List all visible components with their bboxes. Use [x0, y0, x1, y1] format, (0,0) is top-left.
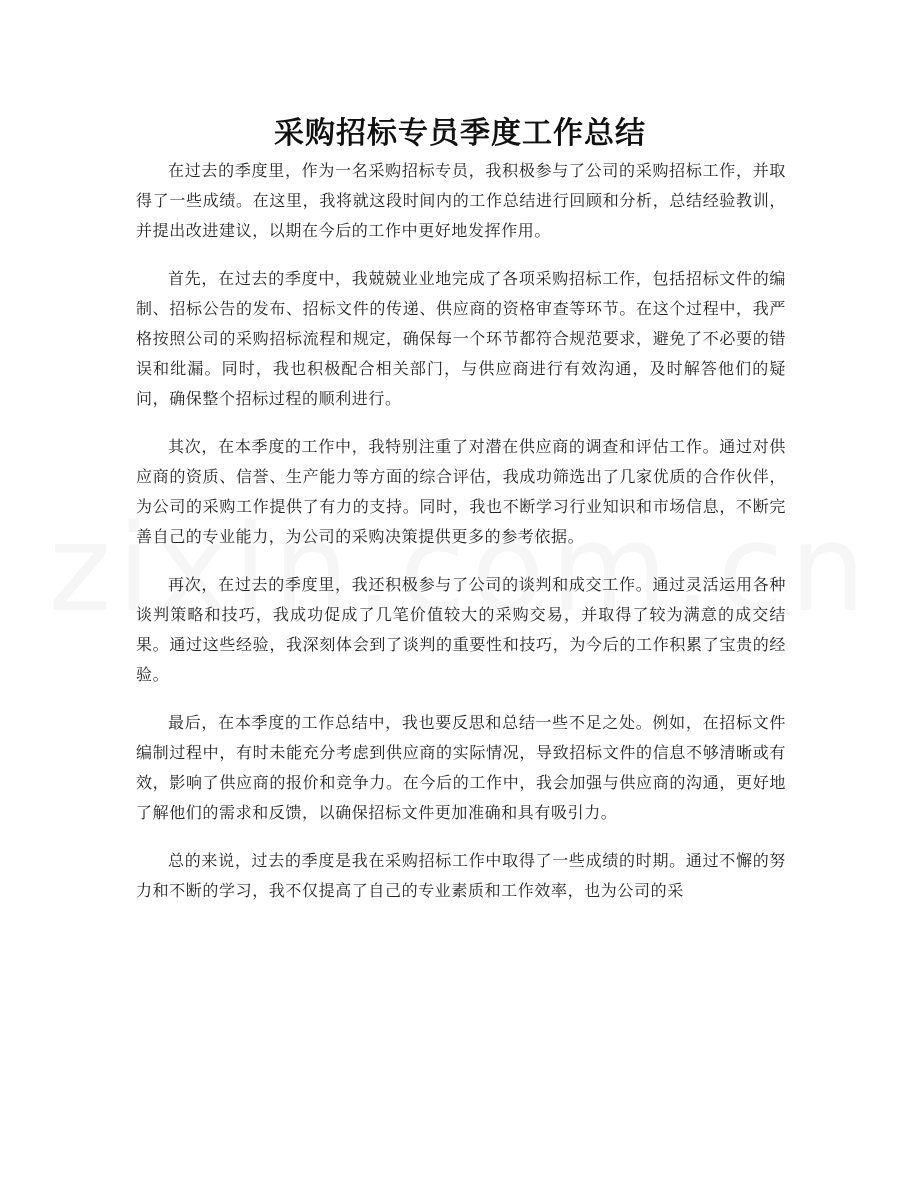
paragraph-third: 再次，在过去的季度里，我还积极参与了公司的谈判和成交工作。通过灵活运用各种谈判策略和技巧，我成功促成了几笔价值较大的采购交易，并取得了较为满意的成交结果。通过这些经验，我深刻体会到了谈判的重要性和技巧，为今后的工作积累了宝贵的经验。 [136, 575, 786, 684]
document-body [136, 156, 786, 924]
paragraph-intro: 在过去的季度里，作为一名采购招标专员，我积极参与了公司的采购招标工作，并取得了一些成绩。在这里，我将就这段时间内的工作总结进行回顾和分析，总结经验教训，并提出改进建议，以期在今后的工作中更好地发挥作用。 [136, 161, 786, 240]
paragraph-second: 其次，在本季度的工作中，我特别注重了对潜在供应商的调查和评估工作。通过对供应商的资质、信誉、生产能力等方面的综合评估，我成功筛选出了几家优质的合作伙伴，为公司的采购工作提供了有力的支持。同时，我也不断学习行业知识和市场信息，不断完善自己的专业能力，为公司的采购决策提供更多的参考依据。 [136, 437, 786, 546]
document-title: 采购招标专员季度工作总结 [274, 116, 646, 151]
paragraph-first: 首先，在过去的季度中，我兢兢业业地完成了各项采购招标工作，包括招标文件的编制、招标公告的发布、招标文件的传递、供应商的资格审查等环节。在这个过程中，我严格按照公司的采购招标流程和规定，确保每一个环节都符合规范要求，避免了不必要的错误和纰漏。同时，我也积极配合相关部门，与供应商进行有效沟通，及时解答他们的疑问，确保整个招标过程的顺利进行。 [136, 269, 786, 408]
paragraph-summary: 总的来说，过去的季度是我在采购招标工作中取得了一些成绩的时期。通过不懈的努力和不断的学习，我不仅提高了自己的专业素质和工作效率，也为公司的采 [136, 851, 786, 900]
paragraph-last: 最后，在本季度的工作总结中，我也要反思和总结一些不足之处。例如，在招标文件编制过程中，有时未能充分考虑到供应商的实际情况，导致招标文件的信息不够清晰或有效，影响了供应商的报价和竞争力。在今后的工作中，我会加强与供应商的沟通，更好地了解他们的需求和反馈，以确保招标文件更加准确和具有吸引力。 [136, 713, 786, 822]
